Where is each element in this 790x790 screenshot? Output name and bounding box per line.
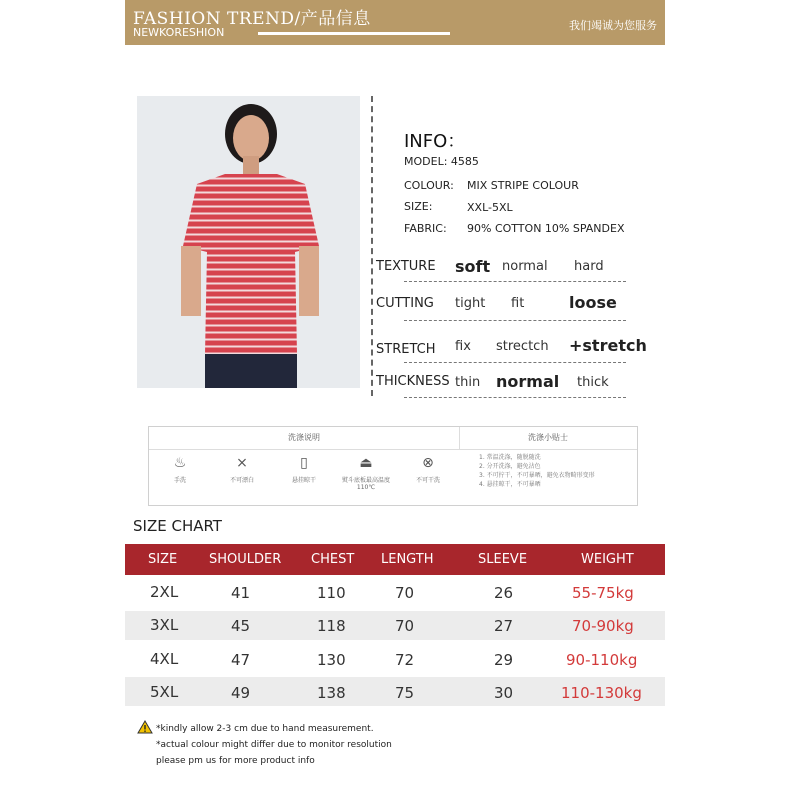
table-cell: 27 xyxy=(494,617,514,635)
spec-model: MODEL: 4585 xyxy=(404,155,479,168)
hang-dry-icon: ▯ xyxy=(300,455,308,471)
care-tips: 1. 常温洗涤，随脱随洗 2. 分开洗涤，避免沾色 3. 不可拧干，不可暴晒，避免衣物畸形变形 4. 悬挂晾干，不可暴晒 xyxy=(479,454,595,488)
notes xyxy=(156,721,392,769)
column-header: SIZE xyxy=(148,552,178,567)
table-cell: 70-90kg xyxy=(572,617,634,635)
stretch-option-fix: fix xyxy=(455,339,471,354)
cutting-option-loose: loose xyxy=(569,293,617,312)
wash-care-panel xyxy=(148,426,638,506)
thickness-label: THICKNESS xyxy=(376,374,450,389)
note-line: *kindly allow 2-3 cm due to hand measurement. xyxy=(156,724,374,734)
table-cell: 55-75kg xyxy=(572,584,634,602)
stretch-option-plus: +stretch xyxy=(569,336,647,355)
hand-wash-icon: ♨ xyxy=(173,455,187,471)
header-banner xyxy=(125,0,665,45)
table-cell: 2XL xyxy=(150,583,179,601)
table-cell: 5XL xyxy=(150,683,179,701)
cutting-option-tight: tight xyxy=(455,296,486,311)
warning-icon xyxy=(137,720,153,734)
no-tumble-dry-icon: ⊗ xyxy=(422,455,434,471)
stretch-label: STRETCH xyxy=(376,342,436,357)
stretch-option-strectch: strectch xyxy=(496,339,549,354)
table-cell: 45 xyxy=(231,617,251,635)
model-illustration xyxy=(137,96,360,388)
size-chart-title: SIZE CHART xyxy=(133,517,222,535)
spec-fabric-label: FABRIC: xyxy=(404,222,447,235)
thickness-option-normal: normal xyxy=(496,372,560,391)
column-header: SHOULDER xyxy=(209,552,282,567)
brand-name: NEWKORESHION xyxy=(133,26,225,39)
table-cell: 47 xyxy=(231,651,251,669)
table-cell: 75 xyxy=(395,684,415,702)
cutting-label: CUTTING xyxy=(376,296,434,311)
header-divider xyxy=(258,32,450,35)
column-header: LENGTH xyxy=(381,552,434,567)
table-cell: 90-110kg xyxy=(566,651,638,669)
care-item: ♨ 手洗 xyxy=(149,451,211,503)
product-photo xyxy=(137,96,360,388)
care-item: ⨯ 不可漂白 xyxy=(211,451,273,503)
spec-size-label: SIZE: xyxy=(404,200,433,213)
table-cell: 3XL xyxy=(150,616,179,634)
care-tips-heading: 洗涤小贴士 xyxy=(459,427,637,450)
care-item: ⊗ 不可干洗 xyxy=(397,451,459,503)
note-line: *actual colour might differ due to monitor resolution xyxy=(156,740,392,750)
table-cell: 110-130kg xyxy=(561,684,642,702)
spec-colour-value: MIX STRIPE COLOUR xyxy=(467,179,579,192)
thickness-option-thick: thick xyxy=(577,375,609,390)
table-cell: 4XL xyxy=(150,650,179,668)
texture-option-hard: hard xyxy=(574,259,604,274)
column-header: SLEEVE xyxy=(478,552,528,567)
care-item: ⏏ 熨斗底板最高温度110℃ xyxy=(335,451,397,503)
spec-size-value: XXL-5XL xyxy=(467,201,513,214)
table-cell: 41 xyxy=(231,584,251,602)
table-cell: 138 xyxy=(317,684,346,702)
table-cell: 26 xyxy=(494,584,514,602)
header-slogan: 我们竭诚为您服务 xyxy=(569,19,657,32)
divider xyxy=(404,281,626,282)
care-heading: 洗涤说明 xyxy=(149,427,460,450)
thickness-option-thin: thin xyxy=(455,375,481,390)
care-item: ▯ 悬挂晾干 xyxy=(273,451,335,503)
spec-fabric-value: 90% COTTON 10% SPANDEX xyxy=(467,222,625,235)
texture-option-normal: normal xyxy=(502,259,548,274)
no-bleach-icon: ⨯ xyxy=(236,455,248,471)
header-title: FASHION TREND/产品信息 xyxy=(133,9,371,29)
divider xyxy=(404,397,626,398)
column-header: WEIGHT xyxy=(581,552,634,567)
table-cell: 30 xyxy=(494,684,514,702)
table-cell: 130 xyxy=(317,651,346,669)
column-header: CHEST xyxy=(311,552,355,567)
table-cell: 49 xyxy=(231,684,251,702)
spec-colour-label: COLOUR: xyxy=(404,179,454,192)
table-cell: 118 xyxy=(317,617,346,635)
cutting-option-fit: fit xyxy=(511,296,525,311)
divider xyxy=(404,362,626,363)
table-cell: 29 xyxy=(494,651,514,669)
table-cell: 110 xyxy=(317,584,346,602)
vertical-divider xyxy=(371,96,373,396)
texture-label: TEXTURE xyxy=(376,259,436,274)
texture-option-soft: soft xyxy=(455,257,491,276)
table-cell: 72 xyxy=(395,651,415,669)
table-cell: 70 xyxy=(395,617,415,635)
info-title: INFO： xyxy=(404,131,466,152)
note-line: please pm us for more product info xyxy=(156,756,315,766)
iron-icon: ⏏ xyxy=(359,455,373,471)
divider xyxy=(404,320,626,321)
table-cell: 70 xyxy=(395,584,415,602)
